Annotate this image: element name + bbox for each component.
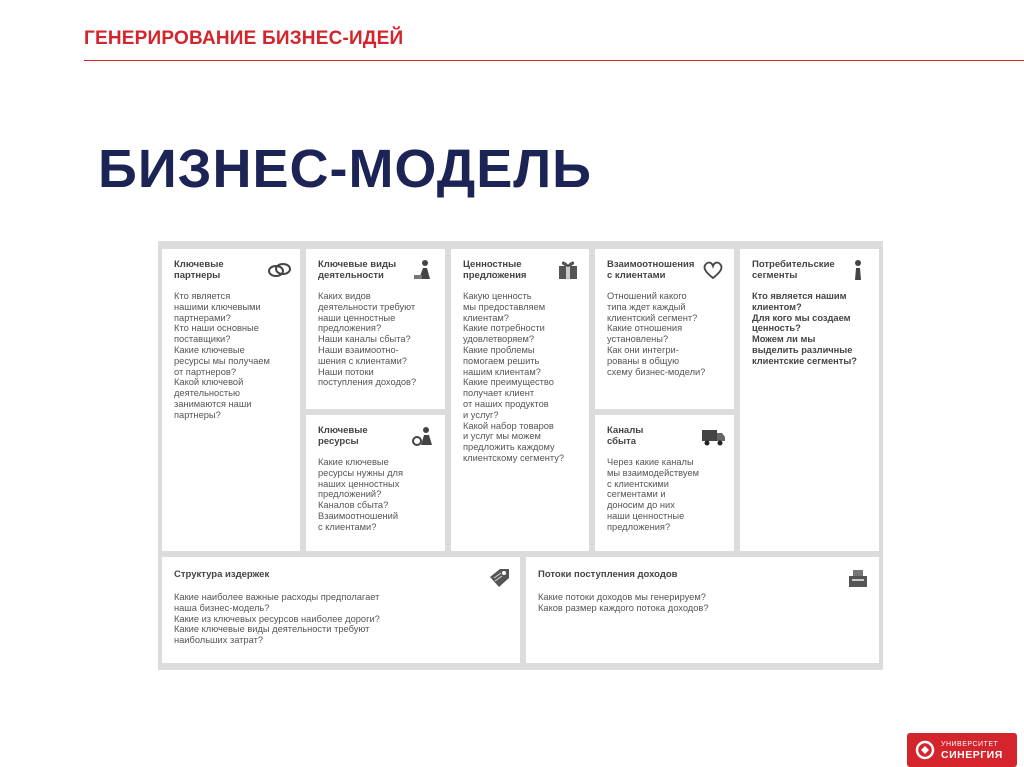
gift-icon	[555, 259, 581, 281]
cash-register-icon	[845, 567, 871, 589]
cell-title: Потребительские сегменты	[752, 259, 835, 281]
logo-text	[941, 740, 1003, 760]
cell-text: Кто является нашим клиентом? Для кого мы создаем ценность? Можем ли мы выделить различные клиентские сегменты?	[752, 291, 857, 366]
cell-title: Каналы сбыта	[607, 425, 644, 447]
heart-icon	[700, 259, 726, 281]
header-divider	[84, 60, 1024, 61]
section-title: ГЕНЕРИРОВАНИЕ БИЗНЕС-ИДЕЙ	[84, 28, 404, 49]
cell-title: Ключевые виды деятельности	[318, 259, 397, 281]
cell-title: Ценностные предложения	[463, 259, 527, 281]
cell-title: Ключевые ресурсы	[318, 425, 368, 447]
logo-top-text: УНИВЕРСИТЕТ	[941, 741, 999, 748]
cell-text: Через какие каналы мы взаимодействуем с клиентскими сегментами и доносим до них наши ценностные предложения?	[607, 457, 700, 532]
university-logo	[907, 733, 1017, 767]
cell-channels	[595, 415, 734, 551]
slide-title: БИЗНЕС-МОДЕЛЬ	[98, 139, 592, 199]
person-icon	[845, 259, 871, 281]
link-icon	[266, 259, 292, 281]
cell-text: Какие ключевые ресурсы нужны для наших ценностных предложений? Каналов сбыта? Взаимоотношений с клиентами?	[318, 457, 404, 532]
cell-key-resources	[306, 415, 445, 551]
logo-mark-icon	[915, 740, 935, 760]
price-tag-icon	[486, 567, 512, 589]
worker-icon	[411, 259, 437, 281]
cell-text: Какую ценность мы предоставляем клиентам? Какие потребности удовлетворяем? Какие проблемы помогаем решить нашим клиентам? Какие преимущество получает клиент от наших продуктов и услуг? Какой набор товаров и услуг мы можем предложить каждому клиентскому сегменту?	[463, 291, 565, 463]
cell-cost-structure	[162, 557, 520, 663]
truck-icon	[700, 425, 726, 447]
cell-title: Структура издержек	[174, 569, 270, 580]
cell-text: Отношений какого типа ждет каждый клиентский сегмент? Какие отношения установлены? Как они интегри- рованы в общую схему бизнес-модели?	[607, 291, 706, 377]
cell-text: Какие потоки доходов мы генерируем? Каков размер каждого потока доходов?	[538, 592, 709, 613]
cell-customer-segments	[740, 249, 879, 551]
logo-bottom-text: СИНЕРГИЯ	[941, 749, 1003, 761]
business-model-canvas	[158, 241, 883, 670]
cell-text: Какие наиболее важные расходы предполагает наша бизнес-модель? Какие из ключевых ресурсов наиболее дороги? Какие ключевые виды деятельности требуют наибольших затрат?	[174, 592, 380, 646]
resources-icon	[411, 425, 437, 447]
cell-text: Каких видов деятельности требуют наши ценностные предложения? Наши каналы сбыта? Наши взаимоотно- шения с клиентами? Наши потоки поступления доходов?	[318, 291, 417, 388]
cell-revenue-streams	[526, 557, 879, 663]
cell-key-partners	[162, 249, 300, 551]
cell-value-propositions	[451, 249, 589, 551]
cell-key-activities	[306, 249, 445, 409]
cell-customer-relationships	[595, 249, 734, 409]
cell-title: Взаимоотношения с клиентами	[607, 259, 695, 281]
cell-text: Кто является нашими ключевыми партнерами? Кто наши основные поставщики? Какие ключевые ресурсы мы получаем от партнеров? Какой ключевой деятельностью занимаются наши партнеры?	[174, 291, 270, 420]
cell-title: Ключевые партнеры	[174, 259, 224, 281]
cell-title: Потоки поступления доходов	[538, 569, 678, 580]
